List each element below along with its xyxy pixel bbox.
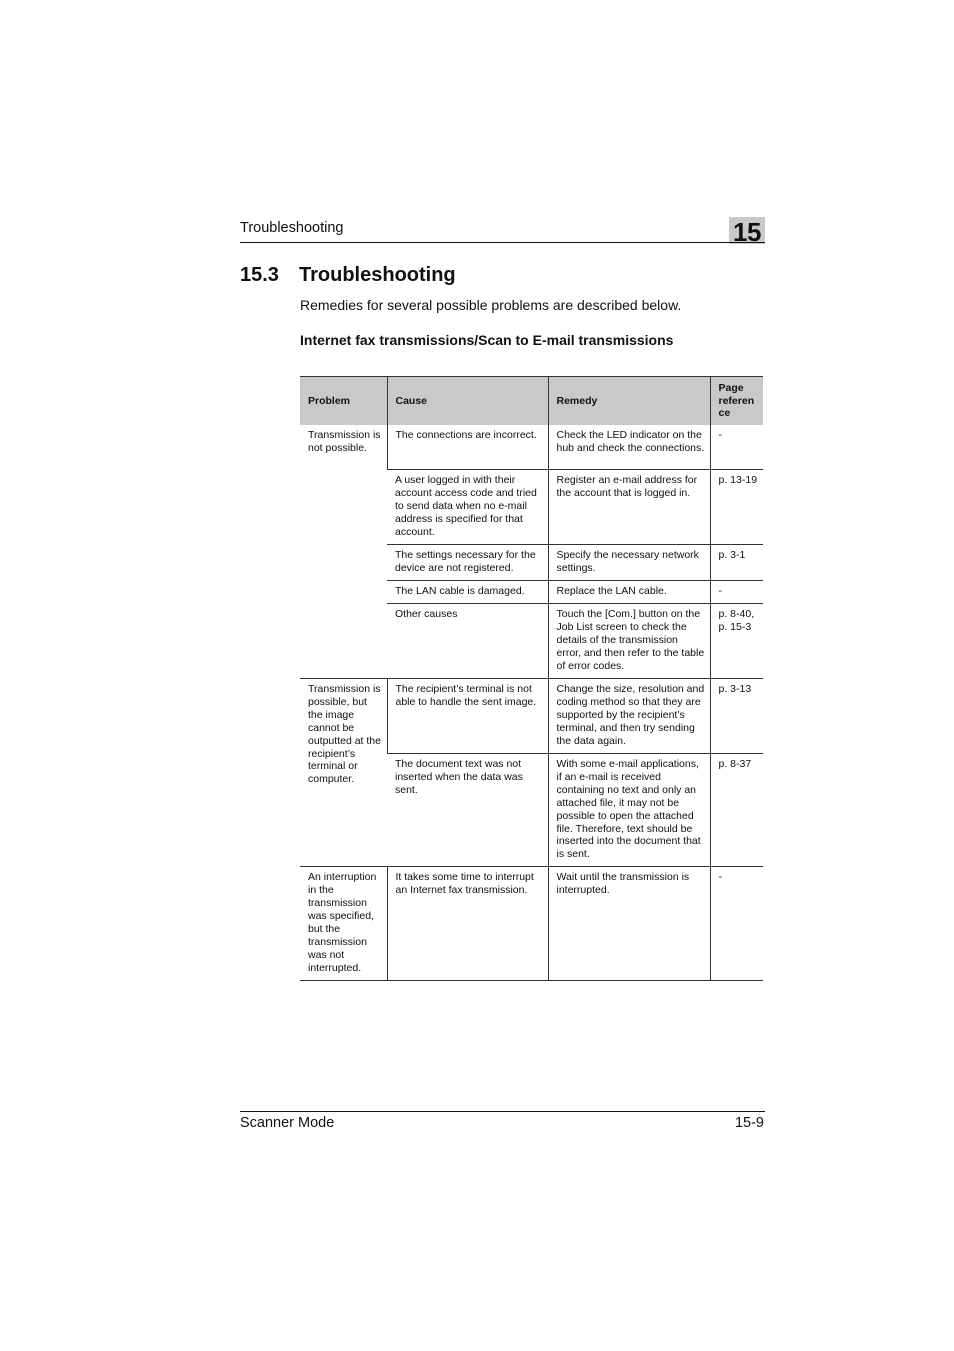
page-ref-cell: p. 8-37 xyxy=(710,754,763,867)
cause-cell: The LAN cable is damaged. xyxy=(387,581,548,604)
subheading: Internet fax transmissions/Scan to E-mail transmissions xyxy=(300,332,674,348)
header-page-line: referen xyxy=(718,394,755,407)
troubleshooting-table xyxy=(300,376,763,981)
remedy-cell: Check the LED indicator on the hub and check the connections. xyxy=(548,425,710,470)
section-intro: Remedies for several possible problems are described below. xyxy=(300,297,682,313)
remedy-cell: Replace the LAN cable. xyxy=(548,581,710,604)
page-ref-cell: p. 8-40, p. 15-3 xyxy=(710,604,763,679)
header-page-reference xyxy=(710,377,763,426)
cause-cell: The recipient’s terminal is not able to handle the sent image. xyxy=(387,679,548,754)
remedy-cell: With some e-mail applications, if an e-mail is received containing no text and only an attached file, it may not be possible to open the attached file. Therefore, text should be inserted into the document that is sent. xyxy=(548,754,710,867)
cause-cell: A user logged in with their account access code and tried to send data when no e-mail address is specified for that account. xyxy=(387,470,548,545)
problem-cell: An interruption in the transmission was specified, but the transmission was not interrupted. xyxy=(300,867,387,980)
page-ref-cell: p. 3-13 xyxy=(710,679,763,754)
remedy-cell: Wait until the transmission is interrupted. xyxy=(548,867,710,980)
section-heading xyxy=(240,264,456,287)
page-ref-cell: - xyxy=(710,425,763,470)
header-page-line: ce xyxy=(718,407,731,420)
remedy-cell: Change the size, resolution and coding method so that they are supported by the recipient’s terminal, and then try sending the data again. xyxy=(548,679,710,754)
page-ref-cell: - xyxy=(710,867,763,980)
footer-rule xyxy=(240,1111,765,1112)
problem-cell: Transmission is not possible. xyxy=(300,425,387,679)
header-cause: Cause xyxy=(387,377,548,426)
header-remedy: Remedy xyxy=(548,377,710,426)
cause-cell: The connections are incorrect. xyxy=(387,425,548,470)
section-number: 15.3 xyxy=(240,264,279,286)
table-row xyxy=(300,679,763,754)
remedy-cell: Touch the [Com.] button on the Job List screen to check the details of the transmission error, and then refer to the table of error codes. xyxy=(548,604,710,679)
header-page-line: Page xyxy=(718,381,744,394)
chapter-number-badge: 15 xyxy=(729,217,765,244)
cause-cell: Other causes xyxy=(387,604,548,679)
table-row xyxy=(300,425,763,470)
table-row xyxy=(300,867,763,980)
cause-cell: The document text was not inserted when the data was sent. xyxy=(387,754,548,867)
header-problem: Problem xyxy=(300,377,387,426)
header-rule xyxy=(240,242,765,243)
footer-section-name: Scanner Mode xyxy=(240,1115,335,1131)
remedy-cell: Specify the necessary network settings. xyxy=(548,545,710,581)
remedy-cell: Register an e-mail address for the account that is logged in. xyxy=(548,470,710,545)
cause-cell: It takes some time to interrupt an Internet fax transmission. xyxy=(387,867,548,980)
page-ref-cell: p. 13-19 xyxy=(710,470,763,545)
problem-cell: Transmission is possible, but the image cannot be outputted at the recipient’s terminal or computer. xyxy=(300,679,387,867)
page-ref-cell: - xyxy=(710,581,763,604)
cause-cell: The settings necessary for the device are not registered. xyxy=(387,545,548,581)
table-header-row xyxy=(300,377,763,426)
running-title: Troubleshooting xyxy=(240,220,344,236)
page-ref-cell: p. 3-1 xyxy=(710,545,763,581)
section-title: Troubleshooting xyxy=(299,264,456,286)
footer-page-number: 15-9 xyxy=(734,1115,764,1131)
